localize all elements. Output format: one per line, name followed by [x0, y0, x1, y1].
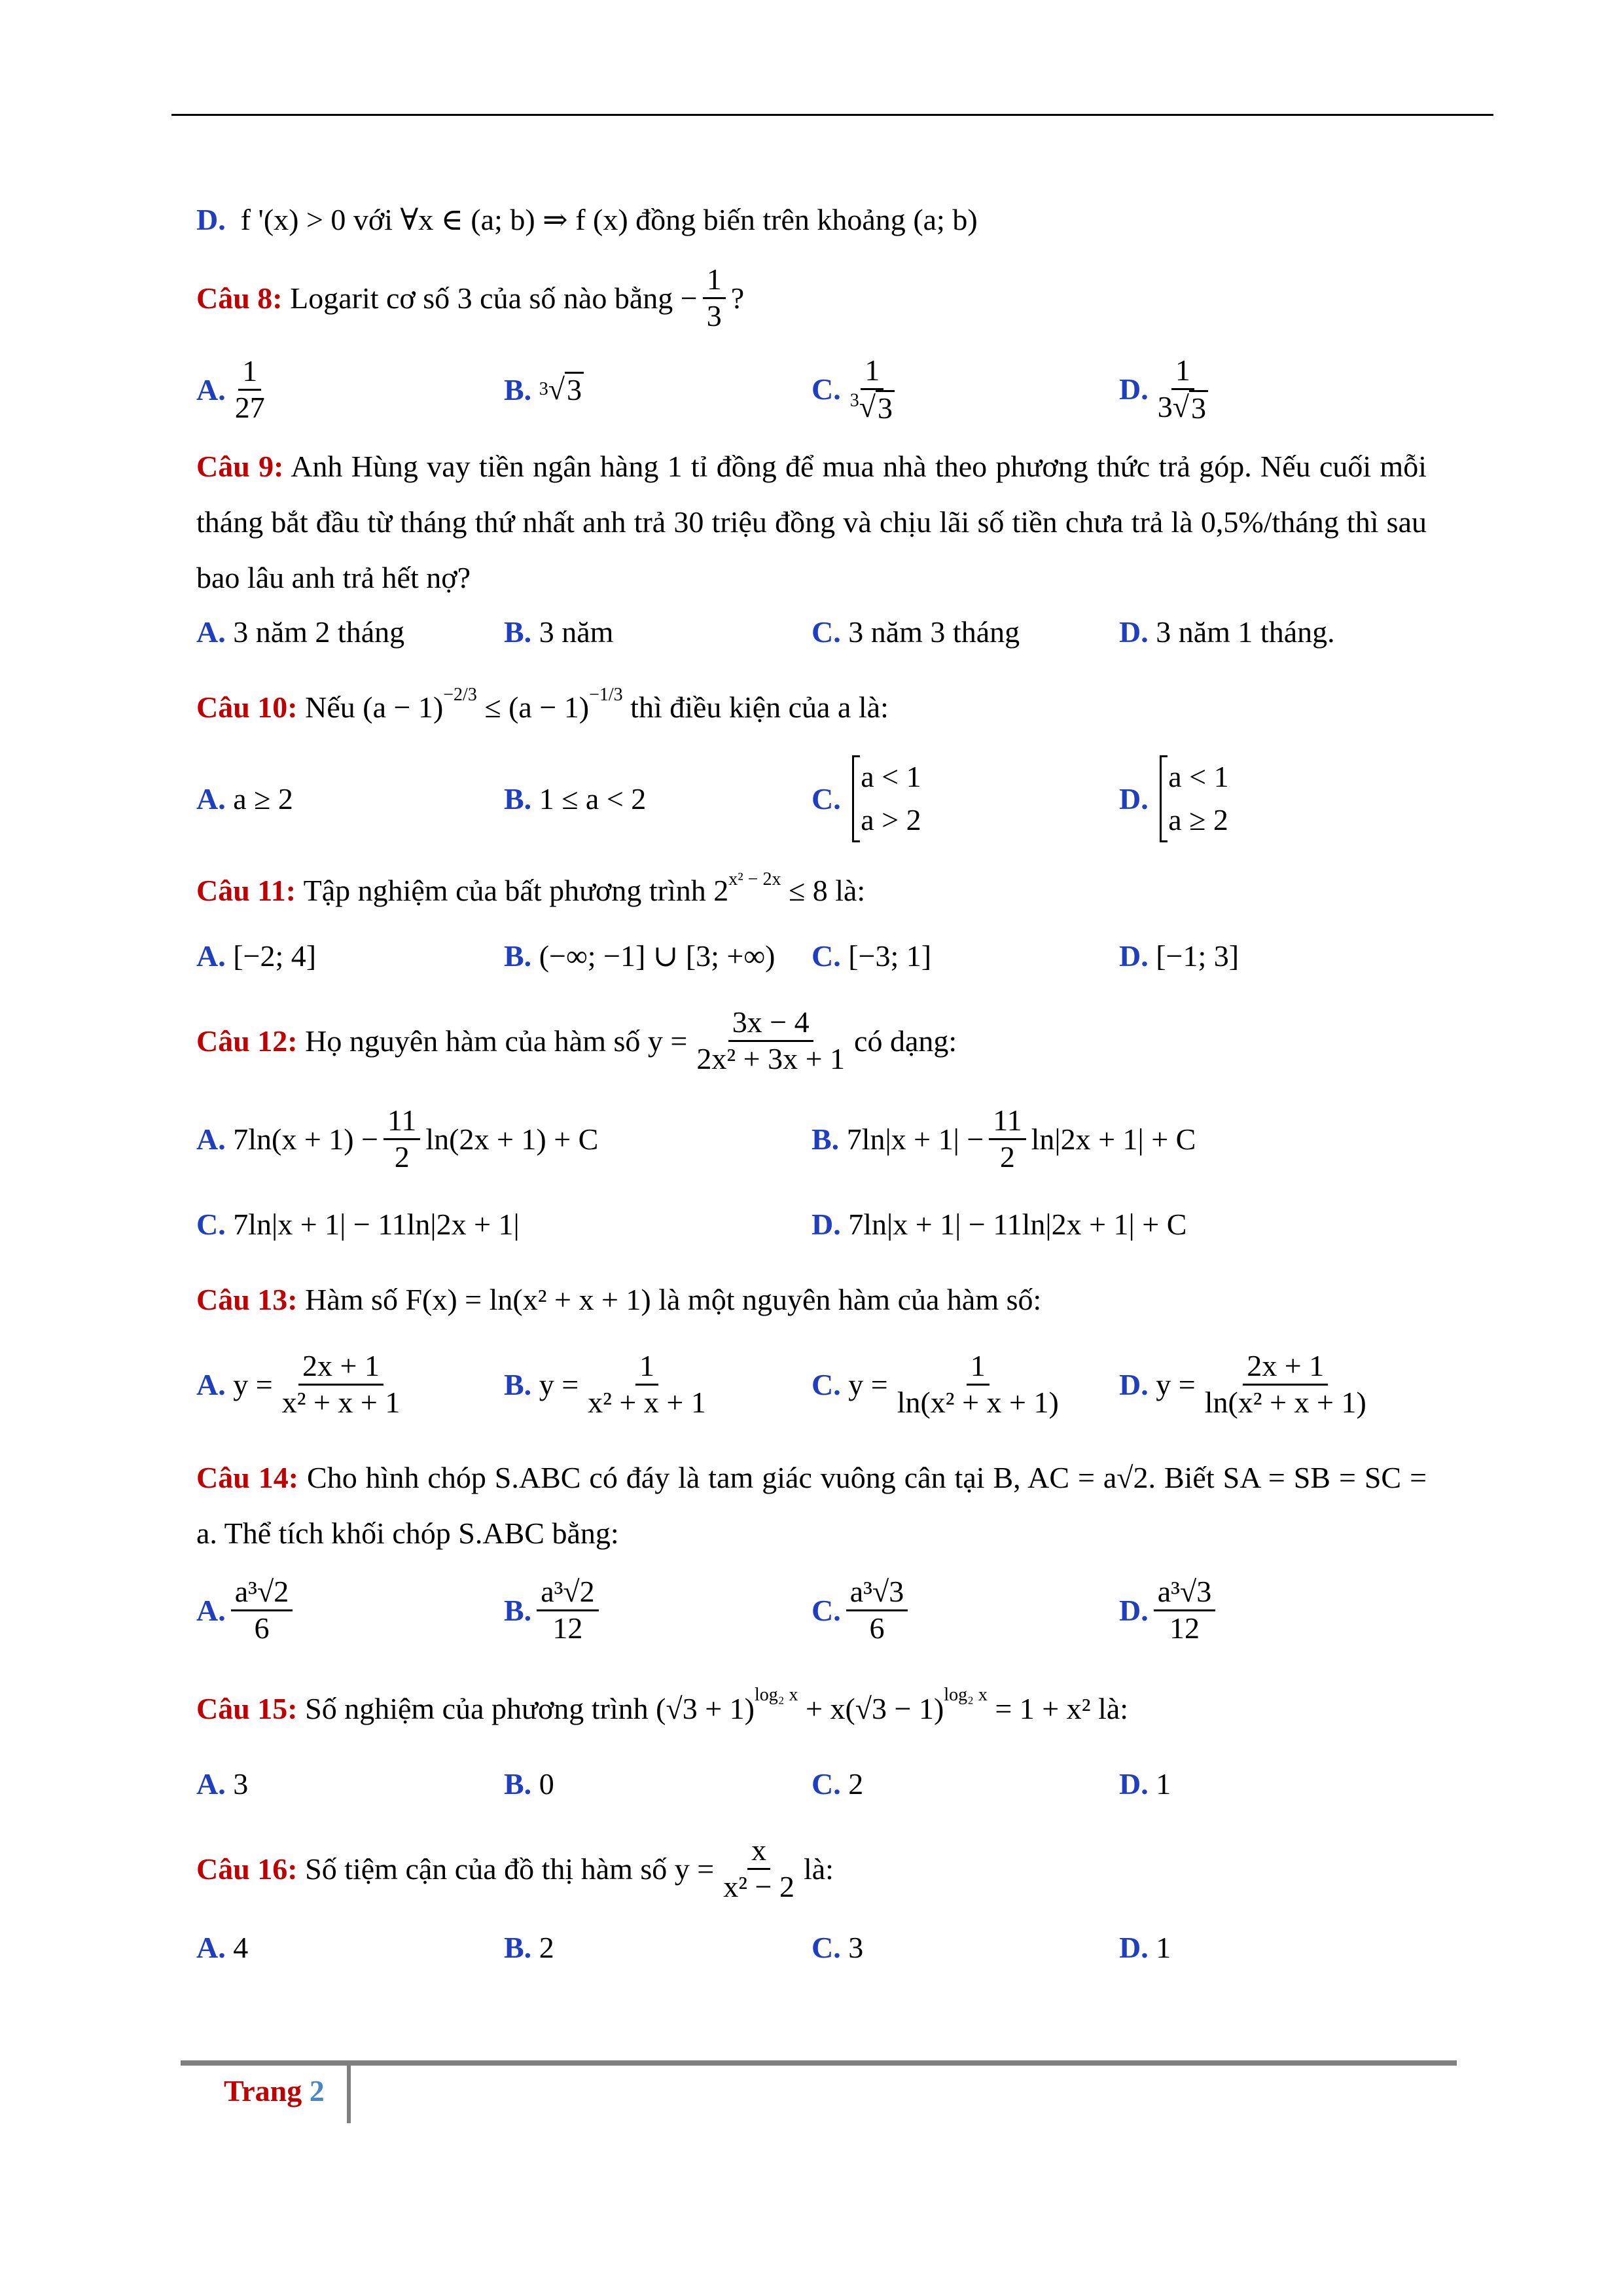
math-exponent: −2/3 — [443, 685, 477, 706]
fraction-numerator: 1 — [861, 353, 883, 390]
option-text: 1 — [1156, 1930, 1171, 1964]
question-text: Số tiệm cận của đồ thị hàm số — [305, 1852, 668, 1886]
option-text: 7ln|x + 1| − 11ln|2x + 1| + C — [848, 1207, 1187, 1241]
question-text: . Biết — [1148, 1461, 1215, 1495]
fraction — [278, 1349, 404, 1420]
option-a[interactable] — [196, 1349, 504, 1420]
math-expression: = 1 + x² — [995, 1691, 1091, 1725]
option-label: B. — [504, 372, 532, 406]
math-lhs: y = — [647, 1024, 688, 1058]
question-11 — [196, 854, 1427, 926]
question-text: Họ nguyên hàm của hàm số — [305, 1024, 641, 1058]
option-label: A. — [196, 1767, 226, 1801]
question-text: đồng biến trên khoảng — [635, 202, 906, 236]
fraction — [1201, 1349, 1370, 1420]
option-a[interactable] — [196, 1103, 812, 1175]
option-label: C. — [812, 781, 841, 816]
math-base: (a − 1) — [508, 690, 590, 724]
math-expression: 7ln(x + 1) − — [233, 1122, 379, 1156]
fraction-numerator: 11 — [989, 1103, 1026, 1140]
fraction-numerator: 3x − 4 — [728, 1005, 813, 1042]
q14-options — [196, 1561, 1427, 1659]
option-text: 3 năm 3 tháng — [848, 615, 1020, 649]
option-text: 1 ≤ a < 2 — [539, 781, 647, 816]
question-label: Câu 9: — [196, 450, 284, 483]
fraction-denominator: 27 — [234, 390, 265, 424]
question-label: Câu 12: — [196, 1024, 298, 1058]
math-lhs: y = — [1156, 1367, 1196, 1401]
minus-sign: − — [680, 281, 698, 315]
option-text: 3 năm — [539, 615, 614, 649]
option-text: [−2; 4] — [233, 939, 317, 973]
option-d[interactable] — [1119, 353, 1427, 425]
fraction-numerator: 2x + 1 — [298, 1349, 383, 1386]
option-label: A. — [196, 1367, 226, 1401]
math-expression: ln|2x + 1| + C — [1031, 1122, 1196, 1156]
question-15 — [196, 1666, 1427, 1751]
question-text: Anh Hùng vay tiền ngân hàng 1 tỉ đồng để mua nhà theo phương thức trả góp. Nếu cuối mỗi tháng bắt đầu từ tháng thứ nhất anh trả 30 triệu đồng và chịu lãi số tiền chưa trả là 0,5%/tháng thì sau bao lâu anh trả hết nợ? — [196, 450, 1427, 595]
option-d[interactable] — [1119, 1575, 1427, 1646]
radicand: 3 — [1189, 390, 1208, 425]
union-bracket — [852, 755, 921, 842]
fraction-numerator: 1 — [967, 1349, 990, 1386]
option-text: 1 — [1156, 1767, 1171, 1801]
fraction — [231, 354, 269, 425]
option-b[interactable] — [812, 1103, 1427, 1175]
option-label: D. — [1119, 372, 1149, 406]
math-lhs: y = — [848, 1367, 888, 1401]
math-expression: AC = a√2 — [1027, 1461, 1149, 1495]
root-index: 3 — [539, 379, 548, 399]
option-text: [−3; 1] — [848, 939, 932, 973]
math-base: (a − 1) — [363, 690, 444, 724]
question-16 — [196, 1823, 1427, 1914]
coefficient: 3 — [1157, 390, 1173, 424]
option-b[interactable] — [504, 781, 812, 816]
option-label: C. — [812, 939, 841, 973]
fraction — [703, 262, 726, 334]
union-bracket — [1160, 755, 1228, 842]
option-text: (−∞; −1] ∪ [3; +∞) — [539, 939, 776, 973]
option-label: A. — [196, 1122, 226, 1156]
option-c[interactable] — [812, 1767, 1119, 1801]
option-c[interactable] — [196, 1207, 812, 1242]
option-label: C. — [812, 372, 841, 406]
option-c[interactable] — [812, 755, 1119, 842]
question-12 — [196, 992, 1427, 1090]
question-label: Câu 13: — [196, 1282, 298, 1316]
radicand: 3 — [565, 372, 584, 407]
option-text: [−1; 3] — [1156, 939, 1240, 973]
question-13 — [196, 1266, 1427, 1332]
math-expression: ≤ 8 — [788, 873, 828, 907]
question-8 — [196, 255, 1427, 340]
option-text: 4 — [233, 1930, 249, 1964]
math-base: 2 — [713, 873, 729, 907]
question-9 — [196, 439, 1427, 605]
option-label: B. — [812, 1122, 840, 1156]
option-label: C. — [812, 1767, 841, 1801]
fraction-denominator: x² + x + 1 — [588, 1385, 706, 1419]
math-lhs: y = — [233, 1367, 273, 1401]
fraction — [893, 1349, 1063, 1420]
option-label: B. — [504, 1367, 532, 1401]
option-label: A. — [196, 939, 226, 973]
option-label: D. — [1119, 615, 1149, 649]
question-text: có dạng: — [854, 1024, 957, 1058]
option-d[interactable] — [812, 1207, 1427, 1242]
fraction-numerator: a³√2 — [231, 1575, 293, 1611]
option-label: D. — [1119, 1593, 1149, 1627]
option-d[interactable] — [1119, 1349, 1427, 1420]
option-label: D. — [1119, 781, 1149, 816]
fraction — [846, 1575, 908, 1646]
question-text: Nếu — [305, 690, 355, 724]
q11-options — [196, 926, 1427, 985]
condition: a < 1 — [1168, 759, 1229, 793]
question-label: Câu 11: — [196, 873, 296, 907]
fraction-denominator: 3 — [706, 298, 722, 332]
option-text: 0 — [539, 1767, 554, 1801]
question-text: là: — [1098, 1691, 1129, 1725]
option-label: D. — [1119, 939, 1149, 973]
option-label: C. — [812, 1593, 841, 1627]
option-a[interactable] — [196, 1767, 504, 1801]
fraction-numerator: 1 — [238, 354, 261, 391]
option-text: 3 năm 1 tháng. — [1156, 615, 1335, 649]
fraction-numerator: x — [747, 1833, 770, 1870]
question-label: Câu 16: — [196, 1852, 298, 1886]
fraction-denominator: 2 — [999, 1139, 1015, 1174]
question-text: . Thể tích khối chóp S.ABC bằng: — [209, 1516, 619, 1551]
footer-divider — [347, 2066, 351, 2123]
math-exponent: −1/3 — [589, 685, 623, 706]
option-label: B. — [504, 1930, 532, 1964]
q10-options — [196, 749, 1427, 848]
fraction-numerator: 11 — [383, 1103, 420, 1140]
option-d[interactable] — [1119, 755, 1427, 842]
option-label: B. — [504, 615, 532, 649]
option-text: 2 — [848, 1767, 864, 1801]
option-label: C. — [812, 615, 841, 649]
math-expression: F(x) = ln(x² + x + 1) — [405, 1282, 651, 1316]
option-d[interactable] — [1119, 939, 1427, 973]
fraction-numerator: a³√3 — [846, 1575, 908, 1611]
fraction — [989, 1103, 1026, 1175]
option-label: D. — [1119, 1367, 1149, 1401]
option-label: A. — [196, 1593, 226, 1627]
fraction — [537, 1575, 598, 1646]
fraction-numerator: a³√2 — [537, 1575, 598, 1611]
q13-options — [196, 1332, 1427, 1437]
option-label: C. — [196, 1207, 226, 1241]
math-exponent: log₂ x — [944, 1685, 988, 1706]
option-label: D. — [196, 202, 226, 236]
fraction-denominator: 2 — [394, 1139, 410, 1174]
option-label: D. — [812, 1207, 841, 1241]
q12-options-cd — [196, 1188, 1427, 1260]
q7-option-d — [196, 190, 1427, 249]
option-text: 3 năm 2 tháng — [233, 615, 405, 649]
fraction-numerator: 2x + 1 — [1243, 1349, 1328, 1386]
option-a[interactable] — [196, 1575, 504, 1646]
fraction — [383, 1103, 420, 1175]
math-base: + x(√3 − 1) — [806, 1691, 944, 1725]
fraction-denominator: 12 — [1169, 1611, 1200, 1645]
footer-rule — [181, 2060, 1457, 2066]
option-text: 7ln|x + 1| − 11ln|2x + 1| — [233, 1207, 520, 1241]
question-text: Hàm số — [305, 1282, 398, 1316]
fraction-numerator: 1 — [1171, 353, 1194, 390]
option-c[interactable] — [812, 353, 1119, 425]
option-label: A. — [196, 372, 226, 406]
fraction — [1154, 353, 1212, 425]
option-label: B. — [504, 1593, 532, 1627]
fraction-numerator: 1 — [635, 1349, 658, 1386]
root-index: 3 — [849, 390, 859, 411]
question-label: Câu 8: — [196, 281, 283, 315]
fraction-denominator: 3√ 3 — [1154, 390, 1212, 425]
option-text: 2 — [539, 1930, 554, 1964]
math-expression: f '(x) > 0 với ∀x ∈ (a; b) ⇒ f (x) — [240, 203, 628, 236]
question-text: Logarit cơ số 3 của số nào bằng — [290, 281, 673, 315]
option-label: C. — [812, 1367, 841, 1401]
question-14 — [196, 1450, 1427, 1561]
question-text: thì điều kiện của a là: — [630, 690, 889, 724]
condition: a < 1 — [861, 759, 921, 793]
option-label: A. — [196, 1930, 226, 1964]
math-lhs: y = — [539, 1367, 579, 1401]
option-text: 3 — [848, 1930, 864, 1964]
fraction-denominator: 2x² + 3x + 1 — [696, 1041, 846, 1075]
option-text: a ≥ 2 — [233, 781, 293, 816]
option-b[interactable] — [504, 1349, 812, 1420]
question-label: Câu 14: — [196, 1461, 299, 1495]
math-expression: SA = SB = SC = a — [196, 1461, 1427, 1551]
question-text: Tập nghiệm của bất phương trình — [303, 873, 706, 907]
math-relation: ≤ — [484, 690, 501, 724]
fraction-denominator: ln(x² + x + 1) — [897, 1385, 1059, 1419]
math-expression: 7ln|x + 1| − — [846, 1122, 984, 1156]
math-expression: (a; b) — [913, 202, 978, 236]
exam-content — [196, 190, 1427, 1980]
cube-root: √ 3 — [548, 372, 584, 407]
option-b[interactable] — [504, 372, 812, 407]
option-a[interactable] — [196, 781, 504, 816]
q8-options — [196, 340, 1427, 439]
condition: a ≥ 2 — [1168, 803, 1228, 837]
math-lhs: y = — [674, 1852, 715, 1886]
page-number: 2 — [309, 2074, 325, 2108]
q16-options — [196, 1914, 1427, 1980]
question-text: là: — [803, 1852, 834, 1886]
fraction — [584, 1349, 710, 1420]
header-rule — [171, 114, 1493, 116]
option-c[interactable] — [812, 1575, 1119, 1646]
question-text: Cho hình chóp S.ABC có đáy là tam giác vuông cân tại B, — [307, 1461, 1021, 1495]
q12-options-ab — [196, 1090, 1427, 1188]
math-expression: ln(2x + 1) + C — [425, 1122, 599, 1156]
option-label: B. — [504, 1767, 532, 1801]
option-label: B. — [504, 781, 532, 816]
question-text: là một nguyên hàm của hàm số: — [658, 1282, 1042, 1316]
option-label: A. — [196, 781, 226, 816]
math-exponent: x² − 2x — [728, 869, 781, 890]
option-label: D. — [1119, 1767, 1149, 1801]
option-a[interactable] — [196, 939, 504, 973]
option-b[interactable] — [504, 1575, 812, 1646]
page-label: Trang — [224, 2074, 302, 2108]
question-label: Câu 15: — [196, 1691, 298, 1725]
option-b[interactable] — [504, 938, 812, 973]
option-text: 3 — [233, 1767, 249, 1801]
option-a[interactable] — [196, 615, 504, 649]
condition: a > 2 — [861, 803, 921, 837]
fraction-denominator: 6 — [869, 1611, 885, 1645]
option-b[interactable] — [504, 1767, 812, 1801]
fraction — [692, 1005, 849, 1077]
fraction-denominator: 6 — [254, 1611, 270, 1645]
radicand: 3 — [876, 390, 895, 425]
option-label: C. — [812, 1930, 841, 1964]
option-a[interactable] — [196, 354, 504, 425]
fraction — [231, 1575, 293, 1646]
option-label: D. — [1119, 1930, 1149, 1964]
fraction-numerator: 1 — [703, 262, 726, 299]
fraction-denominator: x² − 2 — [723, 1869, 794, 1903]
fraction — [1154, 1575, 1215, 1646]
q15-options — [196, 1751, 1427, 1816]
question-10 — [196, 664, 1427, 749]
fraction — [846, 353, 899, 425]
math-exponent: log₂ x — [754, 1685, 798, 1706]
option-c[interactable] — [812, 1930, 1119, 1965]
question-mark: ? — [730, 281, 745, 315]
option-b[interactable] — [504, 1930, 812, 1965]
option-d[interactable] — [1119, 615, 1427, 649]
option-label: B. — [504, 939, 532, 973]
page-footer — [224, 2073, 325, 2108]
option-d[interactable] — [1119, 1767, 1427, 1801]
option-a[interactable] — [196, 1930, 504, 1965]
question-label: Câu 10: — [196, 690, 298, 724]
option-c[interactable] — [812, 939, 1119, 973]
fraction-denominator: ln(x² + x + 1) — [1204, 1385, 1366, 1419]
fraction — [719, 1833, 798, 1905]
q9-options — [196, 605, 1427, 658]
fraction-numerator: a³√3 — [1154, 1575, 1215, 1611]
fraction-denominator: $^3$√ 3 — [846, 390, 899, 425]
question-text: là: — [835, 873, 866, 907]
option-d[interactable] — [1119, 1930, 1427, 1965]
option-c[interactable] — [812, 1349, 1119, 1420]
question-text: Số nghiệm của phương trình — [305, 1691, 649, 1725]
fraction-denominator: 12 — [552, 1611, 583, 1645]
option-c[interactable] — [812, 615, 1119, 649]
math-base: (√3 + 1) — [656, 1691, 755, 1725]
option-label: A. — [196, 615, 226, 649]
option-b[interactable] — [504, 615, 812, 649]
fraction-denominator: x² + x + 1 — [281, 1385, 401, 1419]
